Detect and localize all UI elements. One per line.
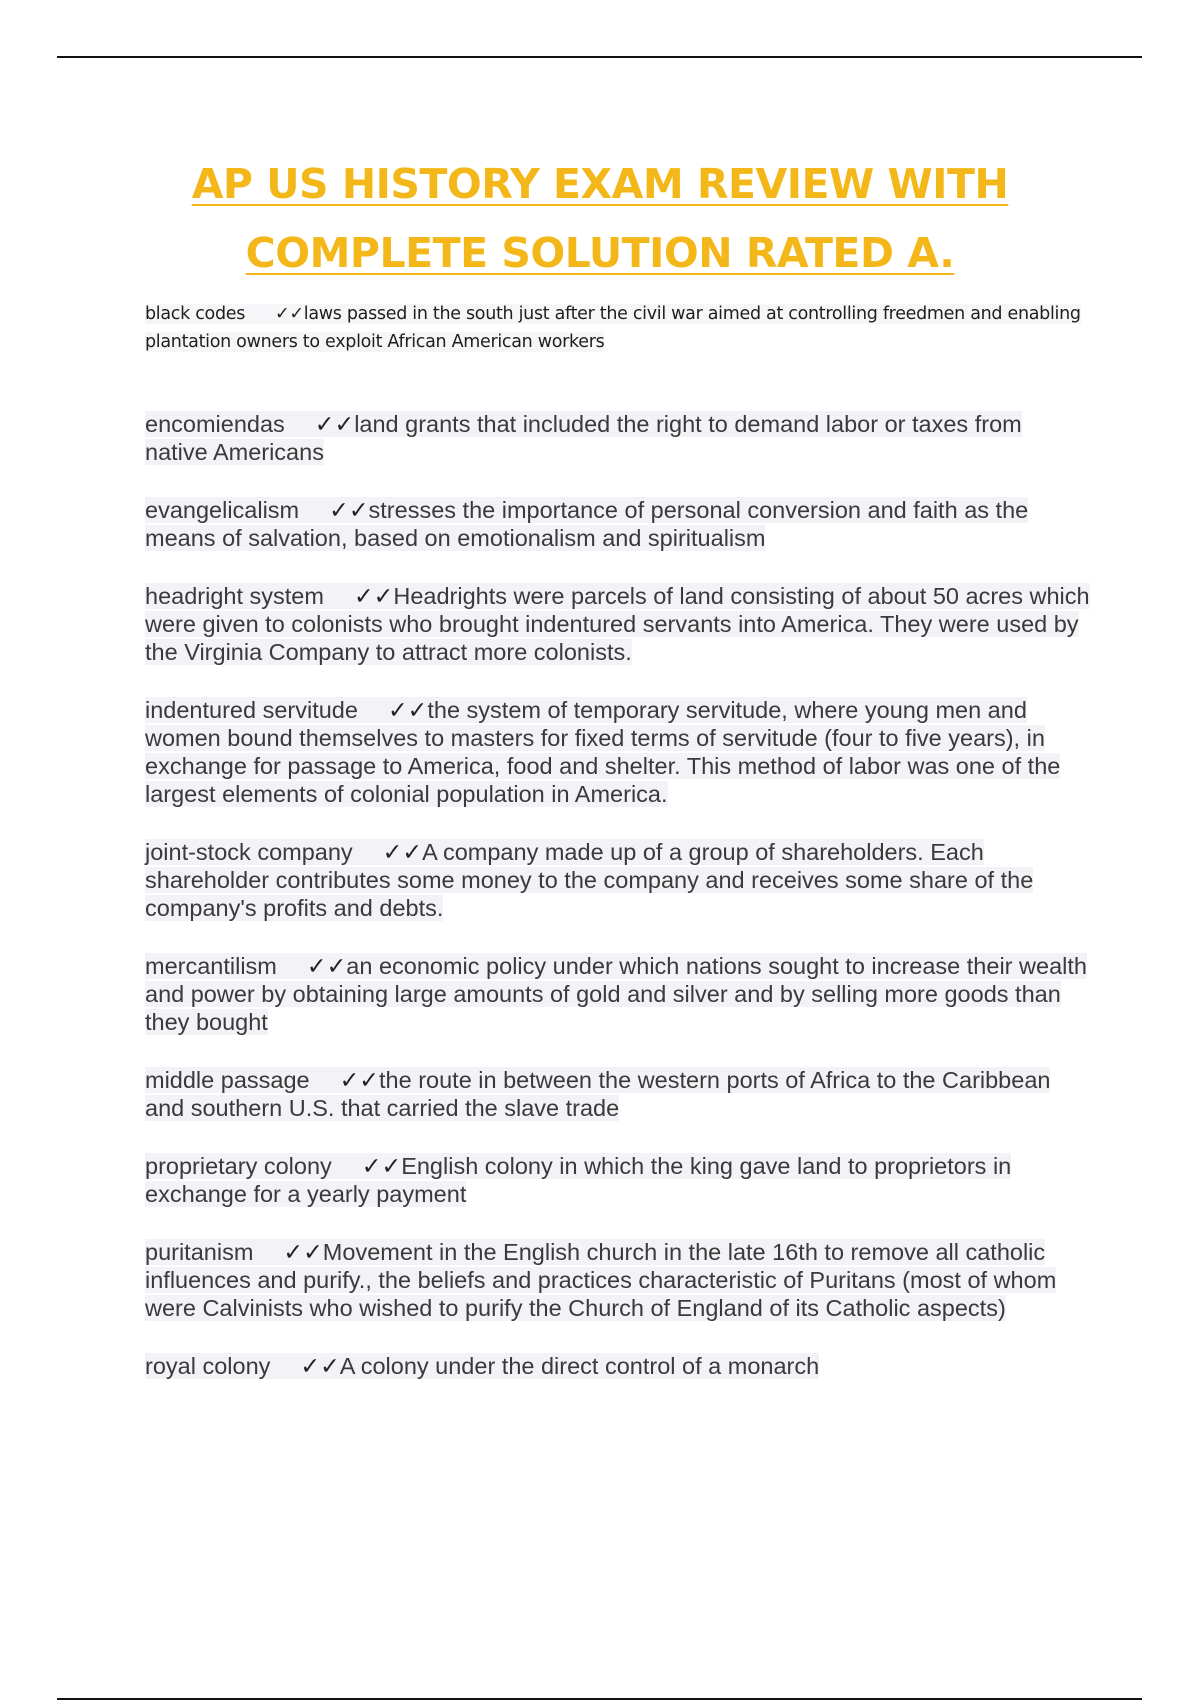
term-label: encomiendas (145, 411, 285, 437)
term-definition: laws passed in the south just after the civil war aimed at controlling freedmen and enabling plantation owners to exploit African American workers (145, 304, 1081, 352)
checkmark-icon: ✓✓ (306, 952, 347, 980)
term-entry (145, 496, 1090, 552)
document-title (100, 150, 1100, 288)
checkmark-icon: ✓✓ (275, 304, 304, 324)
checkmark-icon: ✓✓ (353, 582, 394, 610)
term-label: proprietary colony (145, 1153, 332, 1179)
term-definition: land grants that included the right to demand labor or taxes from native Americans (145, 411, 1022, 465)
term-definition: the route in between the western ports of Africa to the Caribbean and southern U.S. that carried the slave trade (145, 1067, 1051, 1121)
term-label: royal colony (145, 1353, 271, 1379)
term-entry (145, 696, 1090, 808)
term-label: puritanism (145, 1239, 254, 1265)
term-label: middle passage (145, 1067, 310, 1093)
term-label: indentured servitude (145, 697, 358, 723)
term-entry (145, 1152, 1090, 1208)
checkmark-icon: ✓✓ (314, 410, 355, 438)
checkmark-icon: ✓✓ (387, 696, 428, 724)
term-label: joint-stock company (145, 839, 353, 865)
term-entry (145, 1238, 1090, 1322)
term-label: headright system (145, 583, 324, 609)
term-definition: the system of temporary servitude, where young men and women bound themselves to masters for fixed terms of servitude (four to five years), in exchange for passage to America, food and shelter. This method of labor was one of the largest elements of colonial population in America. (145, 697, 1061, 807)
term-entry (145, 838, 1090, 922)
term-label: black codes (145, 304, 246, 324)
checkmark-icon: ✓✓ (382, 838, 423, 866)
term-definition: A colony under the direct control of a monarch (339, 1353, 820, 1379)
term-definition: English colony in which the king gave land to proprietors in exchange for a yearly payment (145, 1153, 1012, 1207)
term-definition: an economic policy under which nations sought to increase their wealth and power by obtaining large amounts of gold and silver and by selling more goods than they bought (145, 953, 1087, 1035)
checkmark-icon: ✓✓ (361, 1152, 402, 1180)
term-entry (145, 1066, 1090, 1122)
checkmark-icon: ✓✓ (339, 1066, 379, 1094)
term-definition: Movement in the English church in the late 16th to remove all catholic influences and purify., the beliefs and practices characteristic of Puritans (most of whom were Calvinists who wished to purify the Church of England of its Catholic aspects) (145, 1239, 1057, 1321)
title-line-1: AP US HISTORY EXAM REVIEW WITH (191, 160, 1009, 208)
checkmark-icon: ✓✓ (300, 1352, 340, 1380)
term-definition: Headrights were parcels of land consisting of about 50 acres which were given to colonists who brought indentured servants into America. They were used by the Virginia Company to attract more colonists. (145, 583, 1090, 665)
title-line-2: COMPLETE SOLUTION RATED A. (245, 229, 955, 277)
term-entry (145, 300, 1090, 356)
checkmark-icon: ✓✓ (283, 1238, 323, 1266)
term-definition: A company made up of a group of shareholders. Each shareholder contributes some money to the company and receives some share of the company's profits and debts. (145, 839, 1034, 921)
term-entry (145, 952, 1090, 1036)
term-entry (145, 582, 1090, 666)
term-definition: stresses the importance of personal conversion and faith as the means of salvation, based on emotionalism and spiritualism (145, 497, 1029, 551)
top-divider (57, 56, 1142, 58)
term-list (145, 300, 1090, 1380)
term-entry (145, 410, 1090, 466)
term-entry (145, 1352, 1090, 1380)
term-label: evangelicalism (145, 497, 300, 523)
term-label: mercantilism (145, 953, 277, 979)
checkmark-icon: ✓✓ (329, 496, 369, 524)
